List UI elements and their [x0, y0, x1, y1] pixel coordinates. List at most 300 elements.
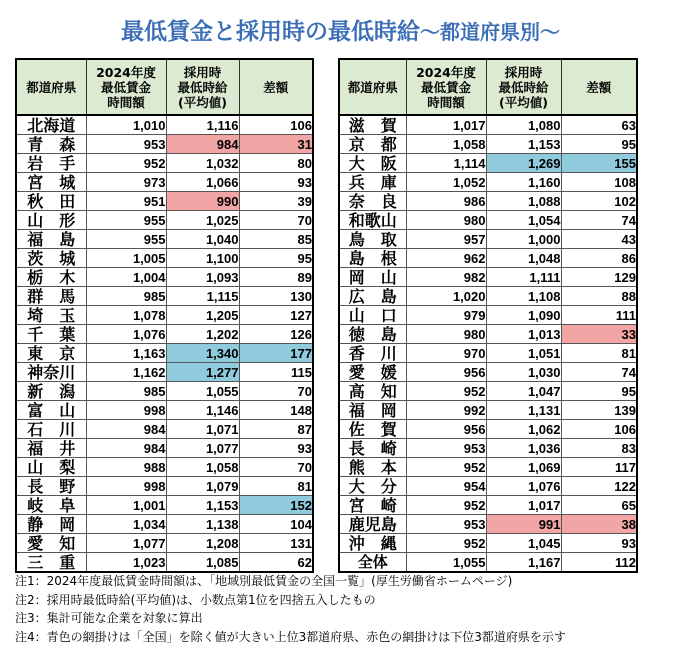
prefecture-cell [339, 401, 413, 420]
table-row [339, 458, 637, 477]
hire-wage-cell: 1,277 [166, 363, 239, 382]
min-wage-header-line3: 時間額 [427, 94, 465, 110]
prefecture-name: 山梨 [27, 458, 92, 477]
table-row [339, 135, 637, 154]
prefecture-cell [16, 420, 92, 439]
table-row [16, 306, 313, 325]
prefecture-header [339, 59, 406, 115]
prefecture-cell [339, 211, 406, 230]
min-wage-cell: 1,055 [406, 553, 486, 573]
min-wage-cell: 1,163 [86, 344, 166, 363]
prefecture-cell [339, 249, 413, 268]
min-wage-cell: 952 [86, 154, 166, 173]
min-wage-cell: 1,004 [86, 268, 166, 287]
prefecture-cell [339, 553, 406, 573]
hire-wage-cell: 1,269 [486, 154, 561, 173]
table-row [16, 287, 313, 306]
min-wage-cell: 984 [86, 420, 166, 439]
table-body-right [339, 115, 637, 572]
table-row [16, 115, 313, 135]
prefecture-name: 沖縄 [348, 534, 413, 553]
table-row [16, 211, 313, 230]
prefecture-name: 青森 [27, 135, 92, 154]
prefecture-cell [339, 325, 413, 344]
hire-wage-cell: 1,025 [166, 211, 239, 230]
wage-gap-cell: 95 [561, 135, 637, 154]
prefecture-name: 広島 [348, 287, 413, 306]
min-wage-cell: 954 [406, 477, 486, 496]
table-row [16, 154, 313, 173]
wage-gap-header-label: 差額 [263, 79, 289, 95]
prefecture-name: 埼玉 [27, 306, 92, 325]
min-wage-cell: 986 [406, 192, 486, 211]
prefecture-cell [16, 154, 92, 173]
prefecture-name: 高知 [348, 382, 413, 401]
hire-wage-cell: 990 [166, 192, 239, 211]
table-row [16, 401, 313, 420]
footnote-2: 注2：採用時最低時給(平均値)は、小数点第1位を四捨五入したもの [15, 592, 376, 607]
hire-wage-cell: 1,066 [166, 173, 239, 192]
min-wage-cell: 1,005 [86, 249, 166, 268]
hire-wage-cell: 1,080 [486, 115, 561, 135]
min-wage-cell: 1,020 [406, 287, 486, 306]
wage-gap-cell: 129 [561, 268, 637, 287]
prefecture-cell [16, 458, 92, 477]
table-row [16, 553, 313, 573]
min-wage-cell: 1,077 [86, 534, 166, 553]
prefecture-cell [339, 287, 413, 306]
prefecture-header-label: 都道府県 [26, 79, 77, 95]
min-wage-cell: 979 [406, 306, 486, 325]
min-wage-header [406, 59, 486, 115]
wage-gap-cell: 62 [239, 553, 313, 573]
table-row [339, 401, 637, 420]
prefecture-name: 千葉 [27, 325, 92, 344]
prefecture-name: 岡山 [348, 268, 413, 287]
wage-gap-cell: 102 [561, 192, 637, 211]
min-wage-cell: 998 [86, 401, 166, 420]
min-wage-cell: 1,034 [86, 515, 166, 534]
hire-wage-cell: 1,115 [166, 287, 239, 306]
prefecture-cell [339, 306, 413, 325]
prefecture-cell [16, 192, 92, 211]
table-row [16, 439, 313, 458]
hire-wage-cell: 1,058 [166, 458, 239, 477]
hire-wage-cell: 1,036 [486, 439, 561, 458]
hire-wage-cell: 1,153 [166, 496, 239, 515]
min-wage-cell: 982 [406, 268, 486, 287]
min-wage-cell: 957 [406, 230, 486, 249]
min-wage-cell: 953 [86, 135, 166, 154]
prefecture-cell [16, 439, 92, 458]
prefecture-cell [339, 344, 413, 363]
hire-wage-cell: 1,153 [486, 135, 561, 154]
prefecture-cell [339, 515, 406, 534]
wage-gap-cell: 65 [561, 496, 637, 515]
min-wage-cell: 1,023 [86, 553, 166, 573]
prefecture-cell [339, 458, 413, 477]
wage-gap-cell: 87 [239, 420, 313, 439]
hire-wage-cell: 1,051 [486, 344, 561, 363]
wage-gap-cell: 43 [561, 230, 637, 249]
prefecture-cell [339, 534, 413, 553]
prefecture-name: 佐賀 [348, 420, 413, 439]
hire-wage-cell: 1,146 [166, 401, 239, 420]
prefecture-name: 福井 [27, 439, 92, 458]
table-row [16, 173, 313, 192]
hire-wage-cell: 1,055 [166, 382, 239, 401]
prefecture-cell [16, 173, 92, 192]
prefecture-cell [339, 230, 413, 249]
hire-wage-cell: 1,340 [166, 344, 239, 363]
prefecture-name: 愛知 [27, 534, 92, 553]
hire-wage-cell: 1,108 [486, 287, 561, 306]
hire-wage-cell: 1,160 [486, 173, 561, 192]
prefecture-name: 宮城 [27, 173, 92, 192]
hire-wage-cell: 1,032 [166, 154, 239, 173]
hire-wage-cell: 1,085 [166, 553, 239, 573]
wage-gap-cell: 155 [561, 154, 637, 173]
hire-wage-cell: 1,047 [486, 382, 561, 401]
prefecture-cell [16, 306, 92, 325]
table-row [16, 344, 313, 363]
min-wage-cell: 955 [86, 211, 166, 230]
table-row [16, 192, 313, 211]
wage-gap-cell: 81 [239, 477, 313, 496]
prefecture-name: 山口 [348, 306, 413, 325]
prefecture-name: 和歌山 [348, 211, 397, 230]
table-row [16, 477, 313, 496]
wage-gap-cell: 70 [239, 211, 313, 230]
table-row [16, 135, 313, 154]
prefecture-cell [16, 401, 92, 420]
prefecture-cell [16, 287, 92, 306]
prefecture-name: 徳島 [348, 325, 413, 344]
table-row [16, 534, 313, 553]
table-row [339, 249, 637, 268]
wage-gap-cell: 117 [561, 458, 637, 477]
table-row [339, 192, 637, 211]
table-row [339, 363, 637, 382]
prefecture-name: 熊本 [348, 458, 413, 477]
wage-gap-cell: 85 [239, 230, 313, 249]
min-wage-cell: 988 [86, 458, 166, 477]
prefecture-cell [339, 382, 413, 401]
wage-gap-cell: 131 [239, 534, 313, 553]
table-row [339, 439, 637, 458]
wage-gap-header [239, 59, 313, 115]
hire-wage-cell: 1,116 [166, 115, 239, 135]
wage-gap-cell: 93 [561, 534, 637, 553]
min-wage-cell: 1,010 [86, 115, 166, 135]
min-wage-cell: 956 [406, 420, 486, 439]
total-label: 全体 [357, 553, 388, 571]
hire-wage-cell: 1,205 [166, 306, 239, 325]
prefecture-name: 北海道 [27, 116, 76, 135]
page-title [0, 10, 681, 50]
prefecture-name: 群馬 [27, 287, 92, 306]
prefecture-name: 富山 [27, 401, 92, 420]
table-row [16, 325, 313, 344]
hire-wage-cell: 1,017 [486, 496, 561, 515]
wage-gap-cell: 33 [561, 325, 637, 344]
min-wage-cell: 1,162 [86, 363, 166, 382]
table-row [339, 154, 637, 173]
hire-wage-cell: 1,062 [486, 420, 561, 439]
wage-gap-cell: 39 [239, 192, 313, 211]
hire-wage-cell: 984 [166, 135, 239, 154]
table-row [339, 420, 637, 439]
prefecture-name: 島根 [348, 249, 413, 268]
table-row [16, 249, 313, 268]
prefecture-cell [16, 363, 86, 382]
prefecture-cell [339, 173, 413, 192]
prefecture-cell [16, 268, 92, 287]
hire-wage-cell: 1,088 [486, 192, 561, 211]
hire-wage-cell: 1,202 [166, 325, 239, 344]
table-row [339, 173, 637, 192]
wage-gap-cell: 31 [239, 135, 313, 154]
table-row [16, 268, 313, 287]
wage-gap-cell: 86 [561, 249, 637, 268]
table-row [339, 115, 637, 135]
hire-wage-cell: 1,048 [486, 249, 561, 268]
prefecture-name: 大分 [348, 477, 413, 496]
wage-gap-cell: 108 [561, 173, 637, 192]
wage-gap-cell: 88 [561, 287, 637, 306]
wage-gap-cell: 127 [239, 306, 313, 325]
wage-table-left [15, 58, 314, 573]
min-wage-header-line1: 2024年度 [416, 64, 476, 80]
hire-wage-cell: 1,111 [486, 268, 561, 287]
table-row [16, 382, 313, 401]
hire-wage-cell: 1,093 [166, 268, 239, 287]
wage-gap-cell: 152 [239, 496, 313, 515]
hire-wage-cell: 1,054 [486, 211, 561, 230]
prefecture-cell [16, 344, 92, 363]
wage-gap-cell: 70 [239, 382, 313, 401]
min-wage-cell: 952 [406, 382, 486, 401]
prefecture-name: 静岡 [27, 515, 92, 534]
min-wage-cell: 951 [86, 192, 166, 211]
min-wage-cell: 955 [86, 230, 166, 249]
prefecture-name: 鳥取 [348, 230, 413, 249]
wage-gap-cell: 139 [561, 401, 637, 420]
hire-wage-header-line3: (平均値) [178, 94, 227, 110]
table-row [16, 458, 313, 477]
prefecture-name: 岩手 [27, 154, 92, 173]
hire-wage-header-line1: 採用時 [504, 64, 543, 80]
hire-wage-cell: 1,077 [166, 439, 239, 458]
prefecture-cell [339, 363, 413, 382]
prefecture-name: 秋田 [27, 192, 92, 211]
min-wage-cell: 956 [406, 363, 486, 382]
wage-gap-cell: 80 [239, 154, 313, 173]
min-wage-cell: 952 [406, 534, 486, 553]
hire-wage-cell: 1,167 [486, 553, 561, 573]
prefecture-cell [16, 515, 92, 534]
hire-wage-cell: 991 [486, 515, 561, 534]
table-row [339, 325, 637, 344]
header-row [16, 59, 313, 115]
prefecture-name: 福島 [27, 230, 92, 249]
table-row [339, 287, 637, 306]
wage-gap-cell: 81 [561, 344, 637, 363]
header-row [339, 59, 637, 115]
table-row [339, 382, 637, 401]
footnotes [15, 572, 566, 646]
total-row [339, 553, 637, 573]
hire-wage-cell: 1,131 [486, 401, 561, 420]
prefecture-name: 栃木 [27, 268, 92, 287]
hire-wage-cell: 1,040 [166, 230, 239, 249]
min-wage-cell: 992 [406, 401, 486, 420]
prefecture-name: 新潟 [27, 382, 92, 401]
hire-wage-header-line2: 最低時給 [177, 79, 228, 95]
page-title-sub: ～都道府県別～ [420, 20, 560, 44]
table-row [16, 230, 313, 249]
min-wage-cell: 980 [406, 325, 486, 344]
wage-gap-cell: 115 [239, 363, 313, 382]
table-body-left [16, 115, 313, 572]
min-wage-cell: 1,001 [86, 496, 166, 515]
hire-wage-cell: 1,079 [166, 477, 239, 496]
wage-gap-cell: 93 [239, 173, 313, 192]
hire-wage-cell: 1,069 [486, 458, 561, 477]
hire-wage-cell: 1,076 [486, 477, 561, 496]
hire-wage-cell: 1,090 [486, 306, 561, 325]
wage-gap-cell: 106 [561, 420, 637, 439]
prefecture-name: 福岡 [348, 401, 413, 420]
prefecture-cell [16, 496, 92, 515]
prefecture-name: 宮崎 [348, 496, 413, 515]
wage-gap-cell: 148 [239, 401, 313, 420]
prefecture-cell [16, 230, 92, 249]
min-wage-cell: 953 [406, 439, 486, 458]
wage-gap-cell: 74 [561, 211, 637, 230]
hire-wage-header-line2: 最低時給 [498, 79, 549, 95]
hire-wage-header-line1: 採用時 [183, 64, 222, 80]
prefecture-header-label: 都道府県 [347, 79, 398, 95]
wage-gap-header-label: 差額 [586, 79, 612, 95]
hire-wage-header [166, 59, 239, 115]
wage-gap-cell: 106 [239, 115, 313, 135]
wage-gap-header [561, 59, 637, 115]
min-wage-cell: 970 [406, 344, 486, 363]
wage-gap-cell: 93 [239, 439, 313, 458]
table-row [16, 496, 313, 515]
min-wage-cell: 953 [406, 515, 486, 534]
min-wage-cell: 952 [406, 458, 486, 477]
table-row [339, 534, 637, 553]
prefecture-name: 鹿児島 [348, 515, 397, 534]
prefecture-cell [339, 420, 413, 439]
hire-wage-cell: 1,100 [166, 249, 239, 268]
min-wage-cell: 1,017 [406, 115, 486, 135]
footnote-3: 注3：集計可能な企業を対象に算出 [15, 611, 203, 625]
wage-gap-cell: 89 [239, 268, 313, 287]
wage-gap-cell: 104 [239, 515, 313, 534]
prefecture-name: 神奈川 [27, 363, 76, 382]
table-row [339, 344, 637, 363]
prefecture-name: 茨城 [27, 249, 92, 268]
prefecture-name: 長崎 [348, 439, 413, 458]
wage-gap-cell: 95 [561, 382, 637, 401]
wage-gap-cell: 70 [239, 458, 313, 477]
prefecture-cell [16, 553, 92, 573]
prefecture-name: 山形 [27, 211, 92, 230]
prefecture-name: 愛媛 [348, 363, 413, 382]
wage-gap-cell: 74 [561, 363, 637, 382]
min-wage-cell: 1,078 [86, 306, 166, 325]
table-row [339, 268, 637, 287]
prefecture-cell [339, 477, 413, 496]
prefecture-name: 奈良 [348, 192, 413, 211]
table-row [16, 363, 313, 382]
prefecture-name: 三重 [27, 553, 92, 572]
prefecture-header [16, 59, 86, 115]
min-wage-header-line2: 最低賃金 [420, 79, 471, 95]
hire-wage-cell: 1,045 [486, 534, 561, 553]
min-wage-header-line3: 時間額 [107, 94, 145, 110]
prefecture-cell [339, 154, 413, 173]
wage-table-right [338, 58, 638, 573]
hire-wage-cell: 1,071 [166, 420, 239, 439]
table-row [339, 230, 637, 249]
prefecture-name: 大阪 [348, 154, 413, 173]
table-row [339, 496, 637, 515]
wage-gap-cell: 95 [239, 249, 313, 268]
table-row [339, 477, 637, 496]
prefecture-cell [16, 249, 92, 268]
prefecture-name: 兵庫 [348, 173, 413, 192]
prefecture-name: 岐阜 [27, 496, 92, 515]
prefecture-cell [339, 496, 413, 515]
prefecture-name: 香川 [348, 344, 413, 363]
min-wage-cell: 1,052 [406, 173, 486, 192]
min-wage-cell: 1,058 [406, 135, 486, 154]
prefecture-cell [16, 382, 92, 401]
prefecture-cell [339, 135, 413, 154]
footnote-4: 注4：青色の網掛けは「全国」を除く値が大きい上位3都道府県、赤色の網掛けは下位3都道府県を示す [15, 629, 566, 644]
wage-gap-cell: 83 [561, 439, 637, 458]
min-wage-header-line1: 2024年度 [96, 64, 156, 80]
wage-gap-cell: 111 [561, 306, 637, 325]
wage-gap-cell: 177 [239, 344, 313, 363]
hire-wage-cell: 1,208 [166, 534, 239, 553]
hire-wage-cell: 1,138 [166, 515, 239, 534]
wage-gap-cell: 130 [239, 287, 313, 306]
min-wage-cell: 1,114 [406, 154, 486, 173]
min-wage-cell: 962 [406, 249, 486, 268]
wage-gap-cell: 112 [561, 553, 637, 573]
table-row [339, 211, 637, 230]
prefecture-name: 滋賀 [348, 116, 413, 135]
prefecture-cell [339, 192, 413, 211]
hire-wage-cell: 1,013 [486, 325, 561, 344]
prefecture-name: 石川 [27, 420, 92, 439]
min-wage-cell: 984 [86, 439, 166, 458]
wage-gap-cell: 122 [561, 477, 637, 496]
min-wage-cell: 998 [86, 477, 166, 496]
table-row [16, 515, 313, 534]
min-wage-cell: 973 [86, 173, 166, 192]
prefecture-name: 東京 [27, 344, 92, 363]
prefecture-name: 京都 [348, 135, 413, 154]
prefecture-name: 長野 [27, 477, 92, 496]
hire-wage-header-line3: (平均値) [499, 94, 548, 110]
hire-wage-cell: 1,000 [486, 230, 561, 249]
